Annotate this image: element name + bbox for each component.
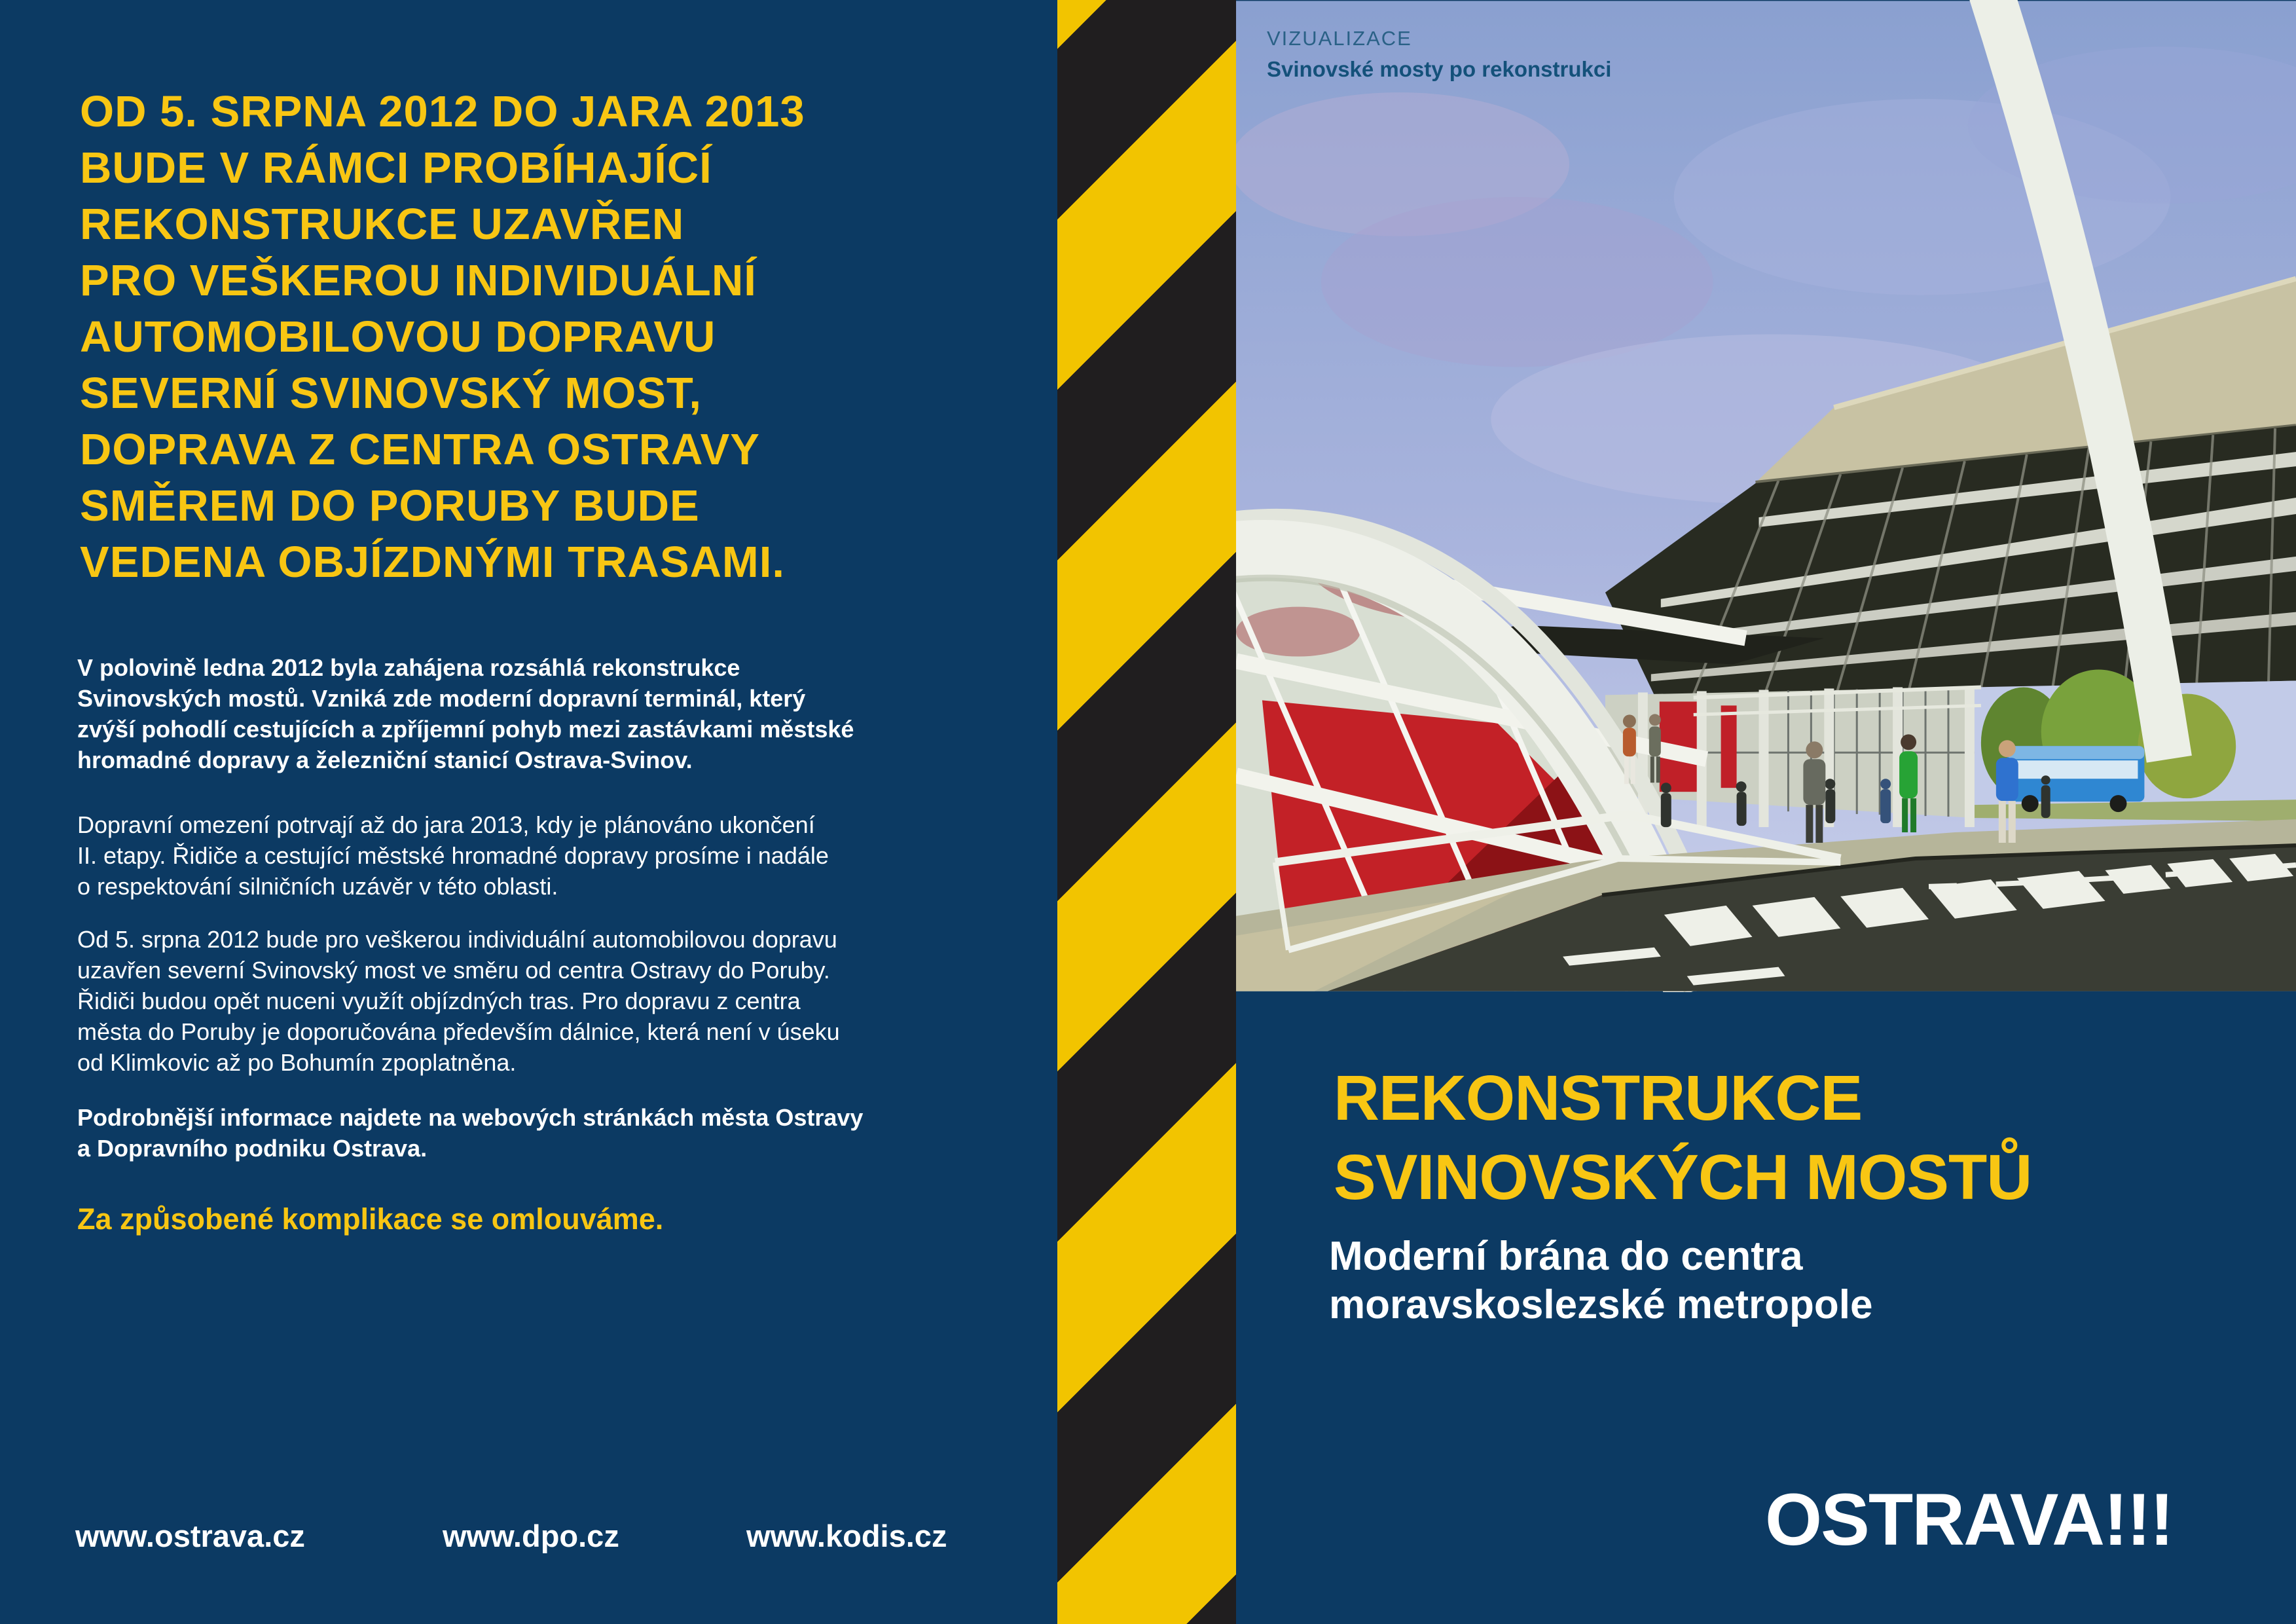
- paragraph-restrictions: [77, 809, 829, 902]
- paragraph-line: uzavřen severní Svinovský most ve směru od centra Ostravy do Poruby.: [77, 957, 830, 984]
- headline-line: BUDE V RÁMCI PROBÍHAJÍCÍ: [80, 143, 712, 193]
- paragraph-line: V polovině ledna 2012 byla zahájena rozsáhlá rekonstrukce: [77, 654, 740, 681]
- link-dpo[interactable]: www.dpo.cz: [443, 1519, 619, 1553]
- project-subtitle-line: Moderní brána do centra: [1329, 1234, 1803, 1279]
- paragraph-line: od Klimkovic až po Bohumín zpoplatněna.: [77, 1049, 517, 1076]
- paragraph-line: hromadné dopravy a železniční stanicí Ostrava-Svinov.: [77, 747, 693, 773]
- paragraph-line: o respektování silničních uzávěr v této oblasti.: [77, 873, 558, 900]
- paragraph-line: Dopravní omezení potrvají až do jara 2013, kdy je plánováno ukončení: [77, 811, 815, 838]
- photo-caption: [1267, 24, 1611, 85]
- headline-line: DOPRAVA Z CENTRA OSTRAVY: [80, 425, 760, 474]
- paragraph-line: Podrobnější informace najdete na webových stránkách města Ostravy: [77, 1104, 864, 1131]
- headline-line: OD 5. SRPNA 2012 DO JARA 2013: [80, 87, 805, 136]
- headline-line: SMĚREM DO PORUBY BUDE: [80, 481, 700, 530]
- paragraph-line: města do Poruby je doporučována především dálnice, která není v úseku: [77, 1018, 840, 1045]
- photo-caption-kicker: VIZUALIZACE: [1267, 27, 1412, 50]
- headline-line: AUTOMOBILOVOU DOPRAVU: [80, 312, 716, 361]
- project-title-line: REKONSTRUKCE: [1334, 1062, 1863, 1134]
- hazard-stripe: [1057, 0, 1236, 1624]
- project-subtitle-line: moravskoslezské metropole: [1329, 1282, 1873, 1327]
- paragraph-line: Řidiči budou opět nuceni využít objízdných tras. Pro dopravu z centra: [77, 987, 801, 1014]
- paragraph-line: Svinovských mostů. Vzniká zde moderní dopravní terminál, který: [77, 685, 806, 712]
- project-title: [1334, 1058, 2032, 1217]
- photo-caption-title: Svinovské mosty po rekonstrukci: [1267, 57, 1612, 81]
- paragraph-line: zvýší pohodlí cestujících a zpříjemní pohyb mezi zastávkami městské: [77, 716, 854, 743]
- ostrava-logo: OSTRAVA!!!: [1765, 1479, 2173, 1560]
- headline-line: VEDENA OBJÍZDNÝMI TRASAMI.: [80, 538, 785, 587]
- paragraph-line: II. etapy. Řidiče a cestující městské hromadné dopravy prosíme i nadále: [77, 842, 829, 869]
- paragraph-intro: [77, 652, 854, 775]
- paragraph-line: Od 5. srpna 2012 bude pro veškerou individuální automobilovou dopravu: [77, 926, 837, 953]
- paragraph-closure: [77, 924, 840, 1078]
- link-ostrava[interactable]: www.ostrava.cz: [75, 1519, 305, 1553]
- paragraph-line: a Dopravního podniku Ostrava.: [77, 1135, 428, 1162]
- apology-line: Za způsobené komplikace se omlouváme.: [77, 1202, 664, 1236]
- paragraph-more-info: [77, 1102, 863, 1164]
- headline-line: REKONSTRUKCE UZAVŘEN: [80, 200, 685, 249]
- headline-line: SEVERNÍ SVINOVSKÝ MOST,: [80, 369, 702, 418]
- project-subtitle: [1329, 1232, 1873, 1329]
- headline-line: PRO VEŠKEROU INDIVIDUÁLNÍ: [80, 256, 757, 305]
- terminal-visualization-image: [1236, 0, 2296, 992]
- project-title-line: SVINOVSKÝCH MOSTŮ: [1334, 1141, 2032, 1213]
- headline: [80, 84, 805, 591]
- link-kodis[interactable]: www.kodis.cz: [746, 1519, 947, 1553]
